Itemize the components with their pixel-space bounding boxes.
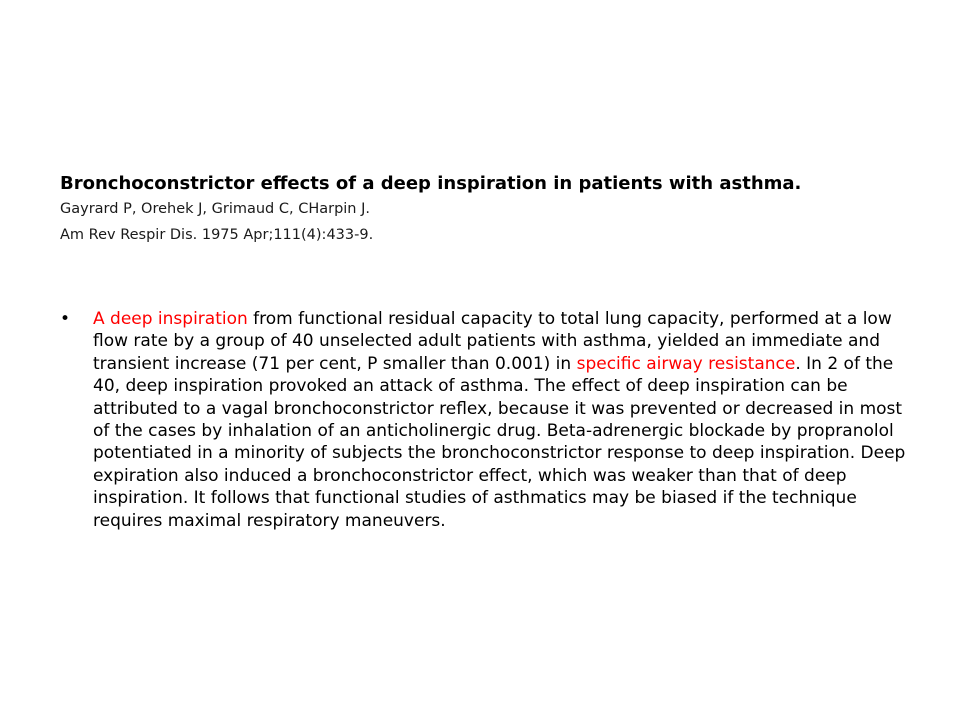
article-title: Bronchoconstrictor effects of a deep inspiration in patients with asthma. [60, 173, 802, 194]
article-authors: Gayrard P, Orehek J, Grimaud C, CHarpin J. [60, 201, 370, 217]
abstract-list [60, 308, 910, 532]
highlight-deep-inspiration: A deep inspiration [93, 309, 248, 329]
abstract-text-part-2: . In 2 of the 40, deep inspiration provoked an attack of asthma. The effect of deep inspiration can be attributed to a vagal bronchoconstrictor reflex, because it was prevented or decreased in most of the cases by inhalation of an anticholinergic drug. Beta-adrenergic blockade by propranolol potentiated in a minority of subjects the bronchoconstrictor response to deep inspiration. Deep expiration also induced a bronchoconstrictor effect, which was weaker than that of deep inspiration. It follows that functional studies of asthmatics may be biased if the technique requires maximal respiratory maneuvers. [93, 353, 906, 531]
highlight-specific-airway-resistance: specific airway resistance [576, 353, 796, 374]
abstract-bullet-item [60, 308, 910, 532]
article-journal-reference: Am Rev Respir Dis. 1975 Apr;111(4):433-9. [60, 227, 374, 243]
abstract-text-part-1: from functional residual capacity to total lung capacity, performed at a low flow rate by a group of 40 unselected adult patients with asthma, yielded an immediate and transient increase (71 per cent, P smaller than 0.001) in [93, 309, 892, 374]
bullet-icon: • [60, 309, 71, 329]
citation-block [60, 172, 920, 248]
